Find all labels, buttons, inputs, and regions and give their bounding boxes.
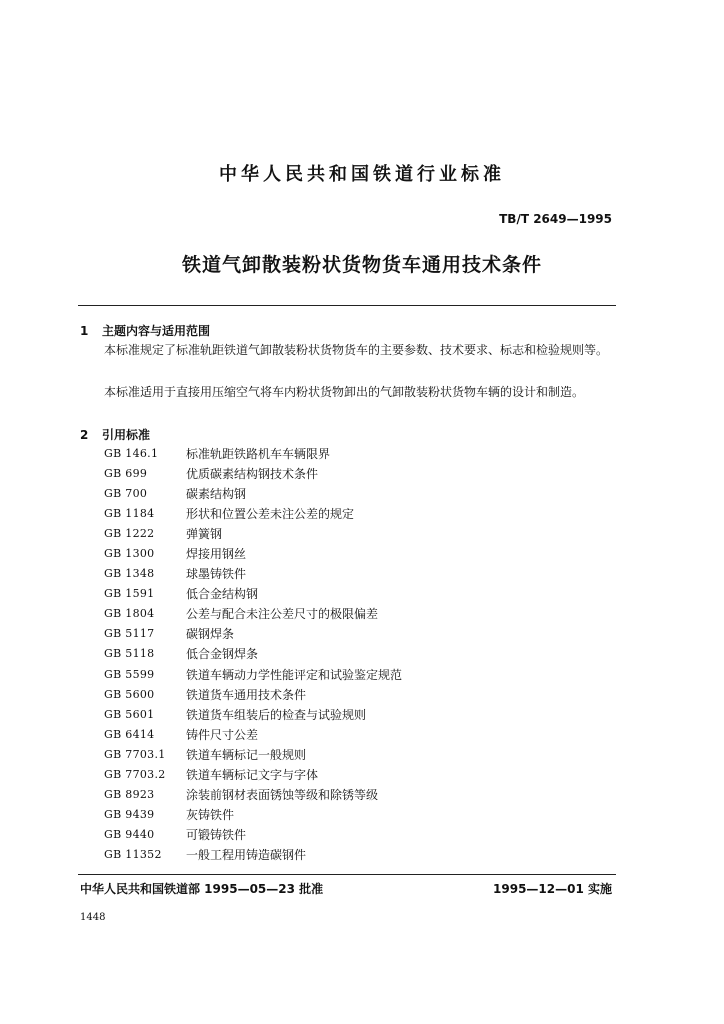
reference-name: 球墨铸铁件 xyxy=(186,567,247,582)
reference-item xyxy=(104,704,604,724)
reference-code: GB 9440 xyxy=(104,828,155,842)
reference-item xyxy=(104,765,604,785)
reference-name: 铁道车辆标记文字与字体 xyxy=(186,768,319,783)
reference-list xyxy=(104,443,604,865)
reference-name: 优质碳素结构钢技术条件 xyxy=(186,466,319,481)
reference-name: 焊接用钢丝 xyxy=(186,547,247,562)
reference-name: 碳素结构钢 xyxy=(186,486,247,501)
reference-name: 涂装前钢材表面锈蚀等级和除锈等级 xyxy=(186,788,379,803)
reference-code: GB 1184 xyxy=(104,506,155,520)
reference-name: 铁道车辆标记一般规则 xyxy=(186,747,307,762)
approval-statement: 中华人民共和国铁道部 1995—05—23 批准 xyxy=(80,882,324,896)
reference-name: 低合金钢焊条 xyxy=(186,647,259,662)
reference-code: GB 146.1 xyxy=(104,446,159,460)
reference-item xyxy=(104,443,604,463)
reference-code: GB 5601 xyxy=(104,707,155,721)
section-1-number: 1 xyxy=(80,324,89,338)
reference-item xyxy=(104,744,604,764)
reference-name: 碳钢焊条 xyxy=(186,627,235,642)
reference-item xyxy=(104,805,604,825)
reference-code: GB 5117 xyxy=(104,627,155,641)
reference-name: 铁道车辆动力学性能评定和试验鉴定规范 xyxy=(186,667,403,682)
reference-code: GB 1591 xyxy=(104,587,155,601)
section-1-paragraph-2: 本标准适用于直接用压缩空气将车内粉状货物卸出的气卸散装粉状货物车辆的设计和制造。 xyxy=(104,385,585,399)
implementation-date: 1995—12—01 实施 xyxy=(493,882,612,896)
page-number: 1448 xyxy=(80,912,106,923)
reference-item xyxy=(104,463,604,483)
section-1-heading xyxy=(80,322,210,339)
reference-item xyxy=(104,664,604,684)
section-1-paragraph-1: 本标准规定了标准轨距铁道气卸散装粉状货物货车的主要参数、技术要求、标志和检验规则等。 xyxy=(104,343,609,357)
reference-name: 弹簧钢 xyxy=(186,526,223,541)
reference-code: GB 11352 xyxy=(104,848,162,862)
reference-name: 铸件尺寸公差 xyxy=(186,727,259,742)
reference-code: GB 1348 xyxy=(104,567,155,581)
reference-item xyxy=(104,825,604,845)
reference-item xyxy=(104,483,604,503)
reference-code: GB 1300 xyxy=(104,547,155,561)
reference-code: GB 700 xyxy=(104,486,148,500)
reference-name: 形状和位置公差未注公差的规定 xyxy=(186,506,355,521)
reference-item xyxy=(104,684,604,704)
reference-item xyxy=(104,564,604,584)
bottom-divider xyxy=(78,874,616,875)
reference-code: GB 1804 xyxy=(104,607,155,621)
reference-name: 铁道货车通用技术条件 xyxy=(186,687,307,702)
section-2-title: 引用标准 xyxy=(102,428,151,442)
reference-code: GB 5118 xyxy=(104,647,155,661)
reference-code: GB 5599 xyxy=(104,667,155,681)
reference-code: GB 7703.1 xyxy=(104,747,166,761)
reference-name: 可锻铸铁件 xyxy=(186,828,247,843)
reference-item xyxy=(104,604,604,624)
reference-item xyxy=(104,503,604,523)
reference-item xyxy=(104,584,604,604)
reference-item xyxy=(104,523,604,543)
reference-name: 标准轨距铁路机车车辆限界 xyxy=(186,446,331,461)
reference-code: GB 6414 xyxy=(104,727,155,741)
reference-name: 灰铸铁件 xyxy=(186,808,235,823)
reference-item xyxy=(104,845,604,865)
reference-item xyxy=(104,724,604,744)
reference-item xyxy=(104,543,604,563)
top-divider xyxy=(78,305,616,306)
reference-item xyxy=(104,624,604,644)
issuing-body-title: 中华人民共和国铁道行业标准 xyxy=(219,164,505,185)
section-2-number: 2 xyxy=(80,428,89,442)
reference-code: GB 1222 xyxy=(104,526,155,540)
reference-code: GB 8923 xyxy=(104,788,155,802)
reference-code: GB 699 xyxy=(104,466,148,480)
section-1-title: 主题内容与适用范围 xyxy=(102,324,211,338)
reference-item xyxy=(104,644,604,664)
section-2-heading xyxy=(80,426,150,443)
reference-name: 铁道货车组装后的检查与试验规则 xyxy=(186,707,367,722)
reference-code: GB 5600 xyxy=(104,687,155,701)
standard-number: TB/T 2649—1995 xyxy=(499,212,612,226)
document-title: 铁道气卸散装粉状货物货车通用技术条件 xyxy=(181,254,542,276)
reference-code: GB 7703.2 xyxy=(104,768,166,782)
reference-name: 一般工程用铸造碳钢件 xyxy=(186,848,307,863)
reference-name: 低合金结构钢 xyxy=(186,587,259,602)
reference-name: 公差与配合未注公差尺寸的极限偏差 xyxy=(186,607,379,622)
reference-code: GB 9439 xyxy=(104,808,155,822)
reference-item xyxy=(104,785,604,805)
